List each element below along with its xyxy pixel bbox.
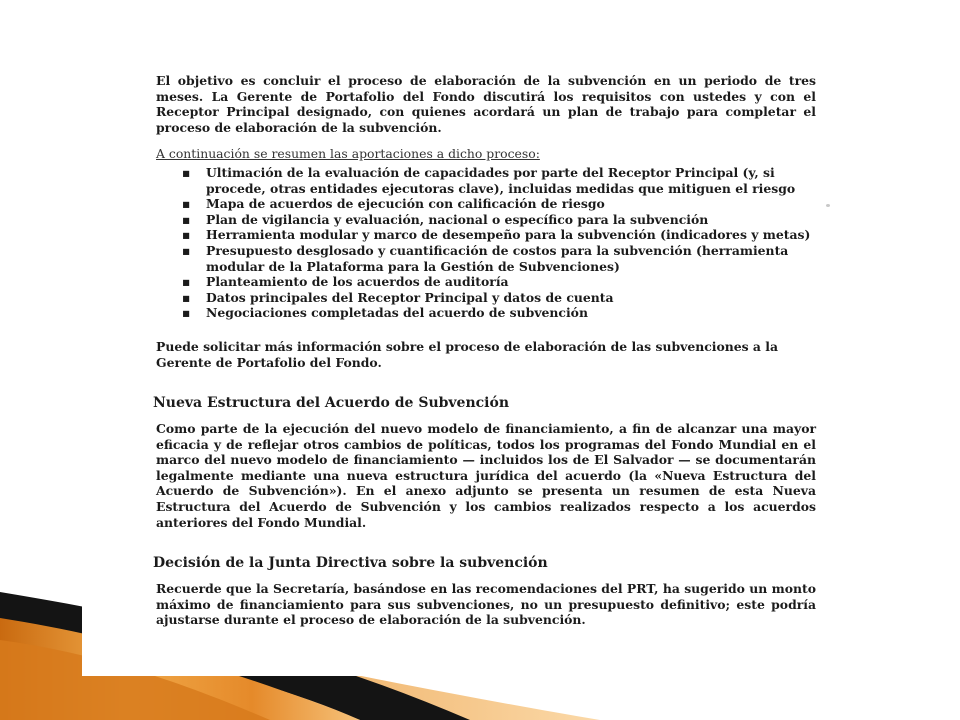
list-item: ▪ Datos principales del Receptor Principal y datos de cuenta xyxy=(182,289,614,305)
document-body xyxy=(153,73,816,628)
list-item: ▪ Plan de vigilancia y evaluación, nacional o específico para la subvención xyxy=(182,211,709,227)
list-item: ▪ Mapa de acuerdos de ejecución con calificación de riesgo xyxy=(182,196,605,212)
document-image xyxy=(82,40,842,676)
section-heading-board-decision: Decisión de la Junta Directiva sobre la subvención xyxy=(153,555,548,572)
list-item: ▪ Herramienta modular y marco de desempeño para la subvención (indicadores y metas) xyxy=(182,227,811,243)
intro-paragraph: El objetivo es concluir el proceso de elaboración de la subvención en un periodo de tres meses. La Gerente de Portafolio del Fondo discutirá los requisitos con ustedes y con el Receptor Principal designado, con quienes acordará un plan de trabajo para completar el proceso de elaboración de la subvención. xyxy=(156,73,816,135)
section-heading-grant-structure: Nueva Estructura del Acuerdo de Subvención xyxy=(153,395,509,412)
list-item: ▪ Planteamiento de los acuerdos de auditoría xyxy=(182,274,509,290)
list-item: ▪ Presupuesto desglosado y cuantificación de costos para la subvención (herramienta modular de la Plataforma para la Gestión de Subvenciones) xyxy=(182,242,789,274)
scan-speck xyxy=(826,204,830,207)
bullet-icon: ▪ xyxy=(182,227,191,243)
bullet-icon: ▪ xyxy=(182,274,191,290)
bullet-icon: ▪ xyxy=(182,242,191,258)
board-decision-paragraph: Recuerde que la Secretaría, basándose en las recomendaciones del PRT, ha sugerido un monto máximo de financiamiento para sus subvenciones, no un presupuesto definitivo; este podría ajustarse durante el proceso de elaboración de la subvención. xyxy=(156,581,816,628)
bullet-icon: ▪ xyxy=(182,305,191,321)
list-lead: A continuación se resumen las aportaciones a dicho proceso: xyxy=(156,146,540,162)
bullet-icon: ▪ xyxy=(182,211,191,227)
bullet-icon: ▪ xyxy=(182,289,191,305)
contributions-list xyxy=(156,165,816,321)
grant-structure-paragraph: Como parte de la ejecución del nuevo modelo de financiamiento, a fin de alcanzar una mayor eficacia y de reflejar otros cambios de políticas, todos los programas del Fondo Mundial en el marco del nuevo modelo de financiamiento — incluidos los de El Salvador — se documentarán legalmente mediante una nueva estructura jurídica del acuerdo (la «Nueva Estructura del Acuerdo de Subvención»). En el anexo adjunto se presenta un resumen de esta Nueva Estructura del Acuerdo de Subvención y los cambios realizados respecto a los acuerdos anteriores del Fondo Mundial. xyxy=(156,421,816,530)
bullet-icon: ▪ xyxy=(182,164,191,180)
list-item: ▪ Negociaciones completadas del acuerdo de subvención xyxy=(182,305,588,321)
bullet-icon: ▪ xyxy=(182,196,191,212)
more-info-paragraph: Puede solicitar más información sobre el proceso de elaboración de las subvenciones a la Gerente de Portafolio del Fondo. xyxy=(156,338,778,370)
list-item: ▪ Ultimación de la evaluación de capacidades por parte del Receptor Principal (y, si procede, otras entidades ejecutoras clave), incluidas medidas que mitiguen el riesgo xyxy=(182,164,796,196)
